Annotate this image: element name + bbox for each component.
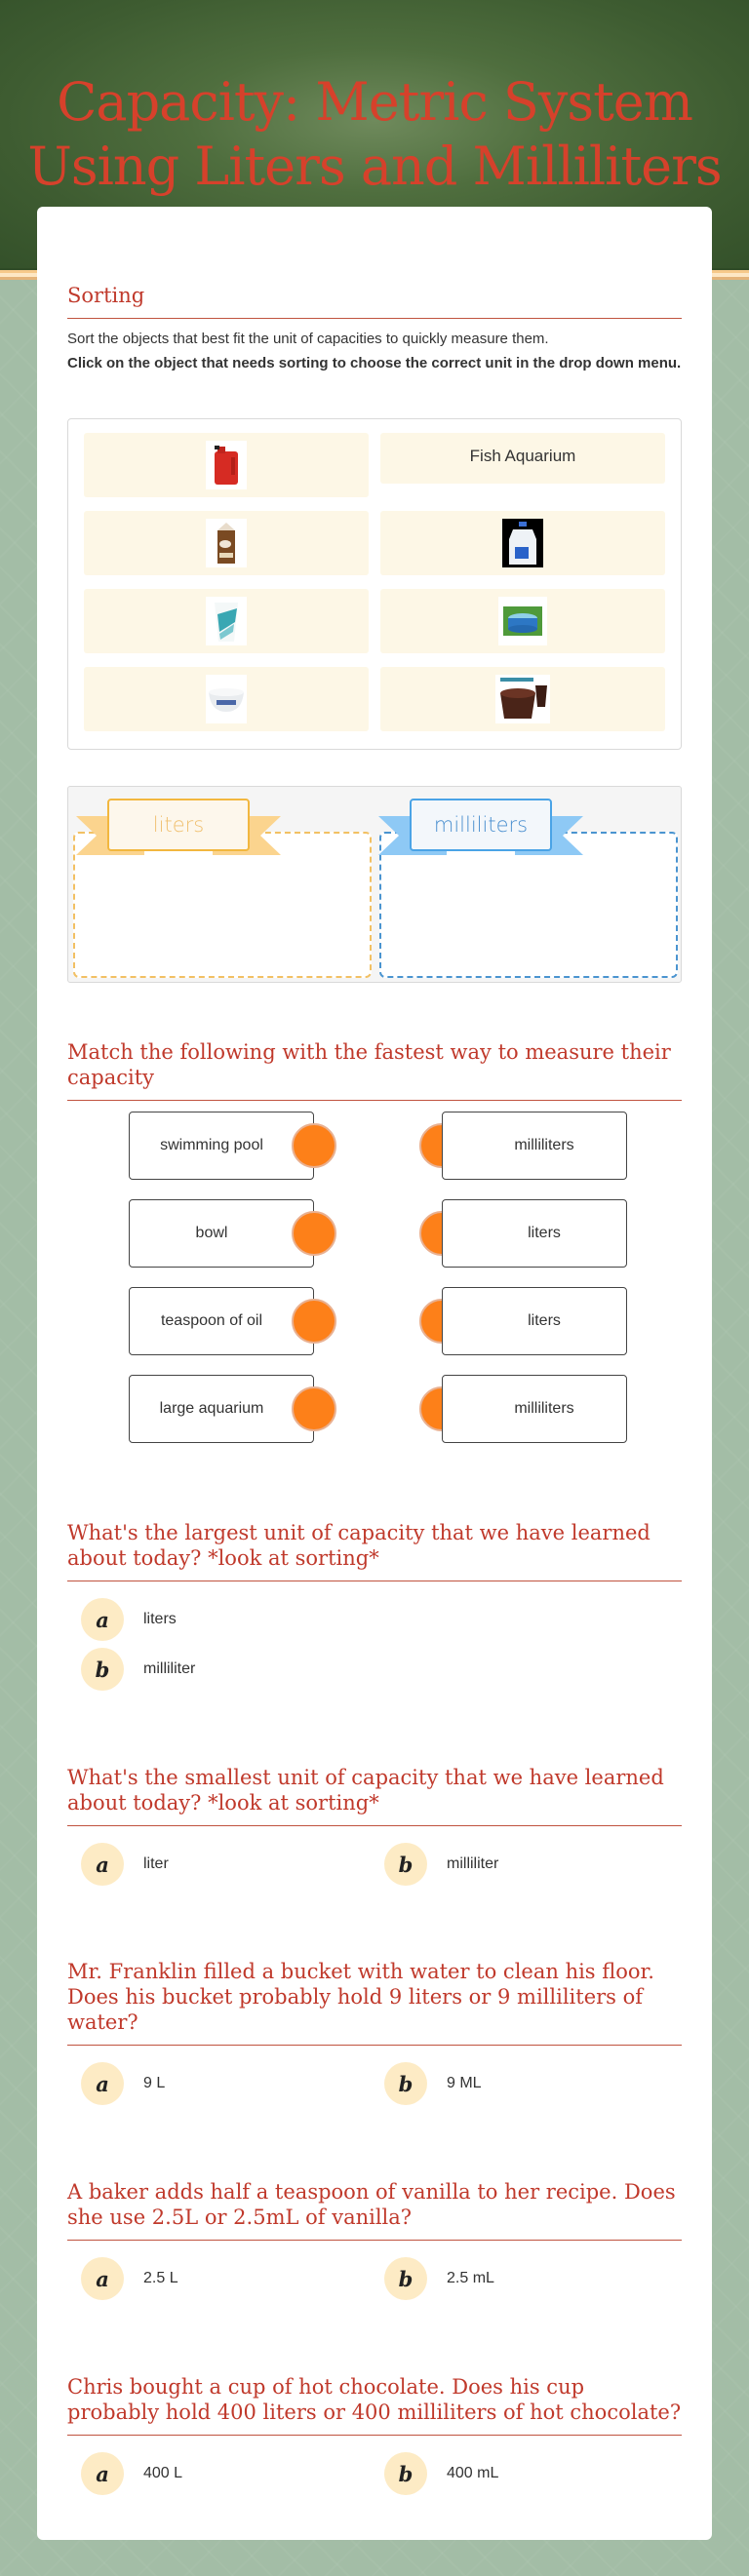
- option-label: milliliter: [143, 1660, 196, 1677]
- option-label: milliliter: [447, 1855, 499, 1872]
- question-3: [67, 1959, 682, 2046]
- sorting-description-text: Sort the objects that best fit the unit of capacities to quickly measure them.: [67, 331, 549, 347]
- option-label: 400 mL: [447, 2465, 499, 2481]
- option-letter-badge[interactable]: b: [384, 2452, 427, 2495]
- option-label: 9 ML: [447, 2075, 482, 2091]
- question-5: [67, 2374, 682, 2436]
- answer-option-a[interactable]: [81, 2257, 178, 2300]
- match-connector-dot[interactable]: [292, 1123, 336, 1168]
- matching-section: [67, 1039, 682, 1101]
- sorting-instruction: Click on the object that needs sorting to choose the correct unit in the drop down menu.: [67, 355, 682, 371]
- milliliters-bin-label: milliliters: [410, 799, 552, 851]
- matching-title: Match the following with the fastest way to measure their capacity: [67, 1039, 682, 1101]
- option-letter-badge[interactable]: b: [384, 2257, 427, 2300]
- match-row: [67, 1112, 682, 1180]
- milk-carton-icon: [206, 519, 247, 567]
- match-left-item[interactable]: large aquarium: [129, 1375, 314, 1443]
- answer-option-a[interactable]: [81, 2452, 182, 2495]
- match-left-item[interactable]: teaspoon of oil: [129, 1287, 314, 1355]
- match-row: [67, 1287, 682, 1355]
- worksheet-card: [37, 207, 712, 2540]
- sort-item-paper-cup[interactable]: [84, 589, 369, 653]
- answer-option-a[interactable]: [81, 2062, 165, 2105]
- answer-option-a[interactable]: [81, 1598, 177, 1641]
- option-label: 2.5 mL: [447, 2270, 494, 2286]
- sorting-section: [67, 283, 682, 375]
- option-letter-badge[interactable]: b: [384, 1843, 427, 1886]
- sort-item-cupcake-liner[interactable]: [380, 667, 665, 731]
- sort-item-bowl[interactable]: [84, 667, 369, 731]
- question-title: What's the largest unit of capacity that we have learned about today? *look at sorting*: [67, 1520, 682, 1581]
- question-title: Chris bought a cup of hot chocolate. Does his cup probably hold 400 liters or 400 milliliters of hot chocolate?: [67, 2374, 682, 2436]
- option-letter-badge[interactable]: a: [81, 1598, 124, 1641]
- match-right-item[interactable]: liters: [442, 1199, 627, 1268]
- milk-jug-icon: [502, 519, 543, 567]
- page-title: Capacity: Metric System Using Liters and Milliliters: [27, 71, 722, 197]
- option-label: 2.5 L: [143, 2270, 178, 2286]
- sort-item-swimming-pool[interactable]: [380, 589, 665, 653]
- question-2: [67, 1765, 682, 1826]
- option-letter-badge[interactable]: a: [81, 1843, 124, 1886]
- match-row: [67, 1199, 682, 1268]
- sorting-description: [67, 327, 682, 375]
- bowl-icon: [206, 675, 247, 723]
- sorting-bins: [67, 786, 682, 983]
- paper-cup-icon: [206, 597, 247, 645]
- liters-ribbon: [76, 799, 281, 859]
- option-label: 9 L: [143, 2075, 166, 2091]
- match-left-item[interactable]: bowl: [129, 1199, 314, 1268]
- answer-option-b[interactable]: [384, 2257, 494, 2300]
- match-connector-dot[interactable]: [292, 1299, 336, 1344]
- option-letter-badge[interactable]: a: [81, 2452, 124, 2495]
- sort-item-gas-can[interactable]: [84, 433, 369, 497]
- matching-area: [67, 1112, 682, 1443]
- option-label: 400 L: [143, 2465, 183, 2481]
- question-1: [67, 1520, 682, 1581]
- answer-option-b[interactable]: [384, 1843, 498, 1886]
- option-letter-badge[interactable]: b: [384, 2062, 427, 2105]
- answer-option-b[interactable]: [384, 2062, 482, 2105]
- sorting-title: Sorting: [67, 283, 682, 319]
- sort-item-milk-carton[interactable]: [84, 511, 369, 575]
- option-label: liter: [143, 1855, 169, 1872]
- answer-option-b[interactable]: [384, 2452, 498, 2495]
- sorting-items-grid: [67, 418, 682, 750]
- match-connector-dot[interactable]: [292, 1386, 336, 1431]
- swimming-pool-icon: [498, 597, 547, 645]
- question-title: What's the smallest unit of capacity that we have learned about today? *look at sorting*: [67, 1765, 682, 1826]
- cupcake-liner-icon: [495, 675, 550, 723]
- answer-option-b[interactable]: [81, 1648, 195, 1691]
- liters-bin-label: liters: [107, 799, 250, 851]
- question-4: [67, 2179, 682, 2241]
- match-right-item[interactable]: milliliters: [442, 1112, 627, 1180]
- sort-item-fish-aquarium[interactable]: Fish Aquarium: [380, 433, 665, 484]
- milliliters-ribbon: [378, 799, 583, 859]
- match-left-item[interactable]: swimming pool: [129, 1112, 314, 1180]
- answer-option-a[interactable]: [81, 1843, 169, 1886]
- option-letter-badge[interactable]: a: [81, 2062, 124, 2105]
- match-right-item[interactable]: liters: [442, 1287, 627, 1355]
- match-right-item[interactable]: milliliters: [442, 1375, 627, 1443]
- option-label: liters: [143, 1611, 177, 1627]
- option-letter-badge[interactable]: b: [81, 1648, 124, 1691]
- gas-can-icon: [206, 441, 247, 489]
- question-title: A baker adds half a teaspoon of vanilla to her recipe. Does she use 2.5L or 2.5mL of vanilla?: [67, 2179, 682, 2241]
- option-letter-badge[interactable]: a: [81, 2257, 124, 2300]
- sort-item-milk-jug[interactable]: [380, 511, 665, 575]
- question-title: Mr. Franklin filled a bucket with water to clean his floor. Does his bucket probably hold 9 liters or 9 milliliters of water?: [67, 1959, 682, 2046]
- match-row: [67, 1375, 682, 1443]
- match-connector-dot[interactable]: [292, 1211, 336, 1256]
